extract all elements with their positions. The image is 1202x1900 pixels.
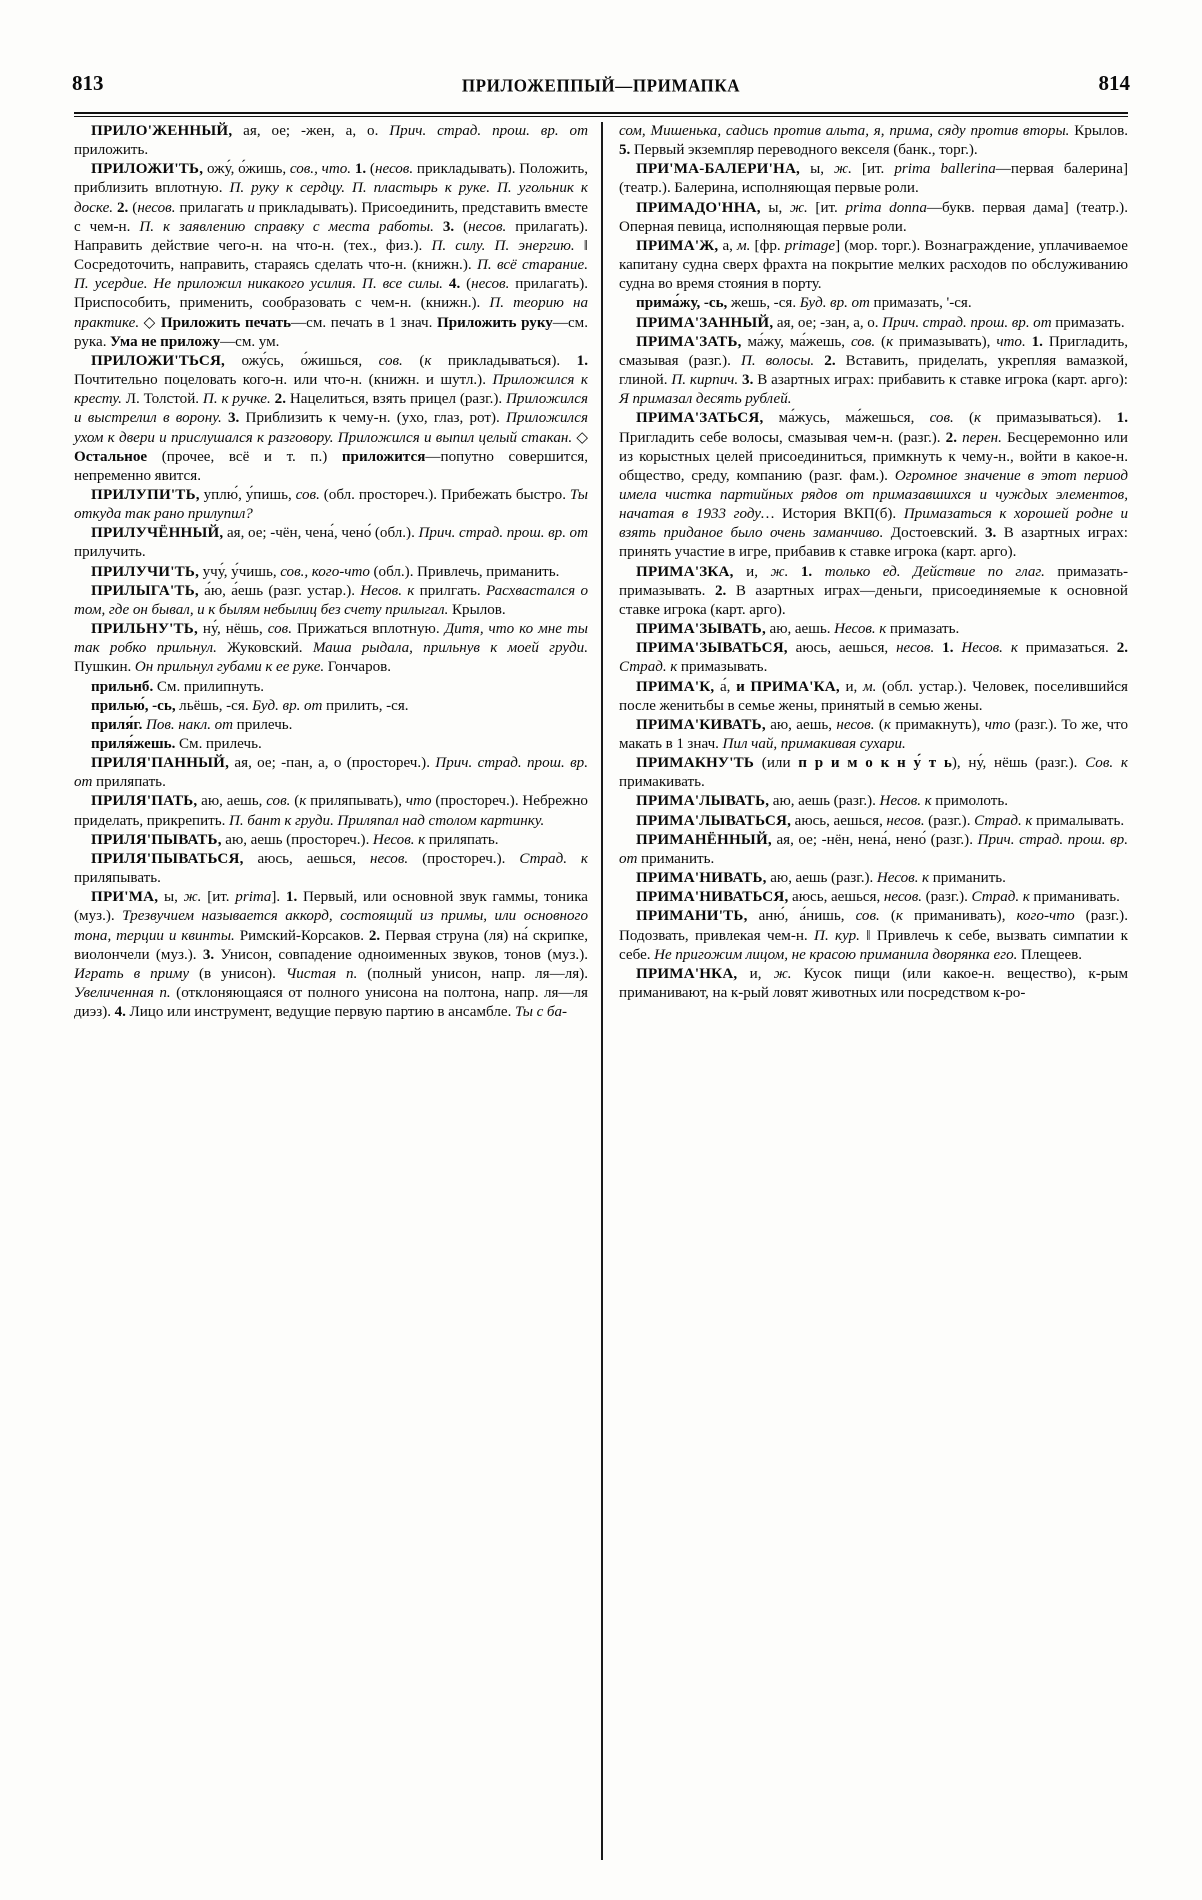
dictionary-entry: ПРИМАКНУ'ТЬ (или п р и м о к н у́ т ь), ну́, нёшь (разг.). Сов. к примакивать. [619,755,1128,791]
header-rule [74,112,1128,117]
dictionary-entry: ПРИМА'Ж, а, м. [фр. primage] (мор. торг.). Вознаграждение, уплачиваемое капитану судна сверх фрахта на покрытие мелких расходов по обслуживанию судна во время стояния в порту. [619,237,1128,293]
dictionary-entry: ПРИЛОЖИ'ТЬСЯ, ожу́сь, о́жишься, сов. (к прикладываться). 1. Почтительно поцеловать кого-н. или что-н. (книжн. и шутл.). Приложился к кресту. Л. Толстой. П. к ручке. 2. Нацелиться, взять прицел (разг.). Приложился и выстрелил в ворону. 3. Приблизить к чему-н. (ухо, глаз, рот). Приложился ухом к двери и прислушался к разговору. Приложился и выпил целый стакан. ◇ Остальное (прочее, всё и т. п.) приложится—попутно совершится, непременно явится. [74,352,589,484]
dictionary-entry: ПРИМА'НИВАТЬ, аю, аешь (разг.). Несов. к приманить. [636,870,1006,887]
dictionary-entry: ПРИМА'ЗАТЬ, ма́жу, ма́жешь, сов. (к примазывать), что. 1. Пригладить, смазывая (разг.). П. волосы. 2. Вставить, приделать, укрепляя вамазкой, глиной. П. кирпич. 3. В азартных играх: прибавить к ставке игрока (карт. арго): Я примазал десять рублей. [619,333,1129,408]
dictionary-entry: ПРИЛУЧИ'ТЬ, учу́, у́чишь, сов., кого-что (обл.). Привлечь, приманить. [91,563,560,580]
dictionary-entry: ПРИЛЯ'ПАТЬ, аю, аешь, сов. (к приляпывать), что (простореч.). Небрежно приделать, прикрепить. П. бант к груди. Приляпал над столом картинку. [74,793,588,829]
dictionary-entry: ПРИМА'ЛЫВАТЬСЯ, аюсь, аешься, несов. (разг.). Страд. к прималывать. [636,812,1125,829]
dictionary-entry: ПРИМА'ЗАТЬСЯ, ма́жусь, ма́жешься, сов. (к примазываться). 1. Пригладить себе волосы, смазывая чем-н. (разг.). 2. перен. Бесцеремонно или из корыстных целей присоединиться, примкнуть к чему-н., войти в какое-н. общество, среду, компанию (разг. фам.). Огромное значение в этот период имела чистка партийных рядов от примазавшихся и чуждых элементов, начатая в 1933 году… История ВКП(б). Примазаться к хорошей родне и взять приданое было очень заманчиво. Достоевский. 3. В азартных играх: принять участие в игре, прибавив к ставке игрока (карт. арго). [619,410,1129,561]
running-header [72,64,1130,94]
dictionary-entry: ПРИЛОЖИ'ТЬ, ожу́, о́жишь, сов., что. 1. (несов. прикладывать). Положить, приблизить вплотную. П. руку к сердцу. П. пластырь к руке. П. угольник к доске. 2. (несов. прилагать и прикладывать). Присоединить, представить вместе с чем-н. П. к заявлению справку с места работы. 3. (несов. прилагать). Направить действие чего-н. на что-н. (тех., физ.). П. силу. П. энергию. ‖ Сосредоточить, направить, стараясь сделать что-н. (книжн.). П. всё старание. П. усердие. Не приложил никакого усилия. П. все силы. 4. (несов. прилагать). Приспособить, применить, сообразовать с чем-н. (книжн.). П. теорию на практике. ◇ Приложить печать—см. печать в 1 знач. Приложить руку—см. рука. Ума не приложу—см. ум. [74,161,589,350]
dictionary-entry: ПРИМА'КИВАТЬ, аю, аешь, несов. (к примакнуть), что (разг.). То же, что макать в 1 знач. Пил чай, примакивая сухари. [619,716,1128,752]
dictionary-entry: приля́г. Пов. накл. от прилечь. [91,716,293,733]
page-body [74,122,1128,1860]
dictionary-entry: сом, Мишенька, садись против альта, я, прима, сяду против вторы. Крылов. 5. Первый экземпляр переводного векселя (банк., торг.). [619,123,1128,159]
dictionary-entry: прильнб. См. прилипнуть. [91,678,265,695]
dictionary-entry: ПРИМА'НКА, и, ж. Кусок пищи (или какое-н. вещество), к-рым приманивают, на к-рый ловят животных или посредством к-ро- [619,965,1128,1002]
folio-right: 814 [1098,71,1130,95]
dictionary-entry: ПРИЛЯ'ПЫВАТЬСЯ, аюсь, аешься, несов. (простореч.). Страд. к приляпывать. [74,850,588,887]
dictionary-entry: прилью́, -сь, льёшь, -ся. Буд. вр. от прилить, -ся. [91,697,409,714]
dictionary-entry: ПРИМА'НИВАТЬСЯ, аюсь, аешься, несов. (разг.). Страд. к приманивать. [636,889,1120,906]
dictionary-entry: ПРИМА'ЗЫВАТЬСЯ, аюсь, аешься, несов. 1. Несов. к примазаться. 2. Страд. к примазывать. [619,640,1129,676]
dictionary-entry: ПРИМАНИ'ТЬ, аню́, а́нишь, сов. (к приманивать), кого-что (разг.). Подозвать, привлекая чем-н. П. кур. ‖ Привлечь к себе, вызвать симпатии к себе. Не пригожим лицом, не красою приманила дворянка его. Плещеев. [619,908,1128,963]
dictionary-entry: ПРИ'МА-БАЛЕРИ'НА, ы, ж. [ит. prima ballerina—первая балерина] (театр.). Балерина, исполняющая первые роли. [619,161,1128,197]
dictionary-entry: ПРИМА'ЗАННЫЙ, ая, ое; -зан, а, о. Прич. страд. прош. вр. от примазать. [636,314,1125,331]
column-left [74,122,601,1860]
dictionary-entry: ПРИЛЬНУ'ТЬ, ну́, нёшь, сов. Прижаться вплотную. Дитя, что ко мне ты так робко прильнул. Жуковский. Маша рыдала, прильнув к моей груди. Пушкин. Он прильнул губами к ее руке. Гончаров. [74,621,589,676]
dictionary-entry: ПРИМАНЁННЫЙ, ая, ое; -нён, нена́, нено́ (разг.). Прич. страд. прош. вр. от приманить. [619,831,1128,867]
dictionary-entry: ПРИЛЯ'ПАННЫЙ, ая, ое; -пан, а, о (простореч.). Прич. страд. прош. вр. от приляпать. [74,755,588,791]
dictionary-entry: ПРИМА'ЛЫВАТЬ, аю, аешь (разг.). Несов. к примолоть. [636,793,1009,810]
column-right [601,122,1128,1860]
dictionary-entry: ПРИМА'ЗЫВАТЬ, аю, аешь. Несов. к примазать. [636,621,960,638]
running-head-title: ПРИЛОЖЕППЫЙ—ПРИМАПКА [461,75,741,96]
dictionary-entry: ПРИМА'ЗКА, и, ж. 1. только ед. Действие по глаг. примазать-примазывать. 2. В азартных играх—деньги, присоединяемые к основной ставке игрока (карт. арго). [619,563,1129,618]
folio-left: 813 [72,71,104,95]
dictionary-entry: ПРИЛУЧЁННЫЙ, ая, ое; -чён, чена́, чено́ (обл.). Прич. страд. прош. вр. от прилучить. [74,525,588,561]
dictionary-entry: ПРИЛЯ'ПЫВАТЬ, аю, аешь (простореч.). Несов. к приляпать. [91,831,499,848]
dictionary-entry: приля́жешь. См. прилечь. [91,736,262,752]
dictionary-entry: ПРИЛО'ЖЕННЫЙ, ая, ое; -жен, а, о. Прич. страд. прош. вр. от приложить. [74,123,588,159]
dictionary-entry: прима́жу, -сь, жешь, -ся. Буд. вр. от примазать, '-ся. [636,295,972,312]
dictionary-entry: ПРИЛЫГА'ТЬ, а́ю, а́ешь (разг. устар.). Несов. к прилгать. Расхвастался о том, где он бывал, и к былям небылиц без счету прилыгал. Крылов. [74,582,589,618]
dictionary-entry: ПРИЛУПИ'ТЬ, уплю́, у́пишь, сов. (обл. простореч.). Прибежать быстро. Ты откуда так рано прилупил? [74,486,588,523]
dictionary-entry: ПРИМА'К, а́, и ПРИМА'КА, и, м. (обл. устар.). Человек, поселившийся после женитьбы в семье жены, принятый в семью жены. [619,678,1128,714]
dictionary-entry: ПРИМАДО'ННА, ы, ж. [ит. prima donna—букв. первая дама] (театр.). Оперная певица, исполняющая первые роли. [619,199,1128,235]
dictionary-entry: ПРИ'МА, ы, ж. [ит. prima]. 1. Первый, или основной звук гаммы, тоника (муз.). Трезвучием называется аккорд, состоящий из примы, или основного тона, терции и квинты. Римский-Корсаков. 2. Первая струна (ля) на́ скрипке, виолончели (муз.). 3. Унисон, совпадение одноименных звуков, тонов (муз.). Играть в приму (в унисон). Чистая п. (полный унисон, напр. ля—ля). Увеличенная п. (отклоняющаяся от полного унисона на полтона, напр. ля—ля диэз). 4. Лицо или инструмент, ведущие первую партию в ансамбле. Ты с ба- [74,889,589,1021]
